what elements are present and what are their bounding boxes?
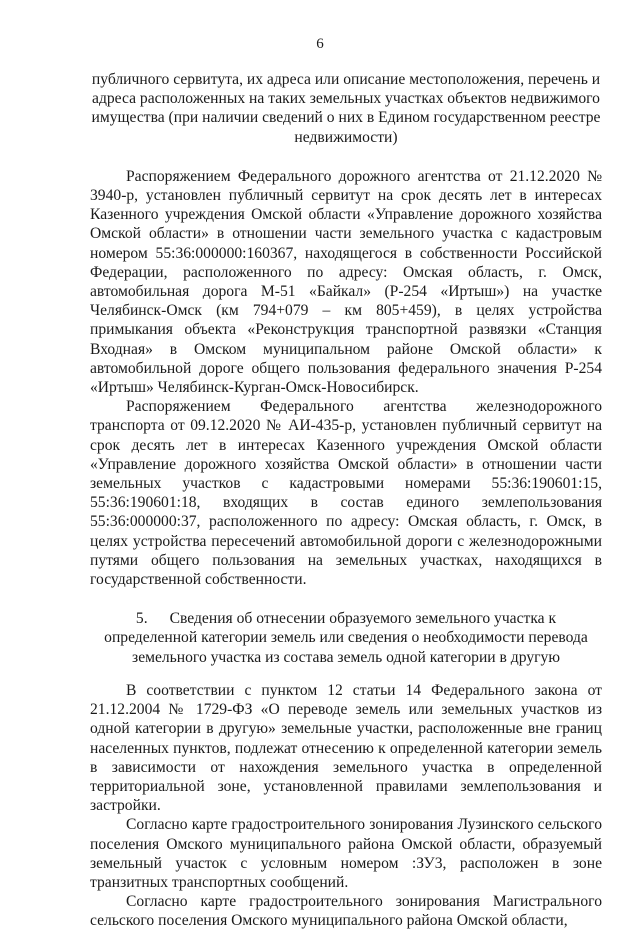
document-body xyxy=(90,70,602,931)
paragraph-magistralny-zoning: Согласно карте градостроительного зонирования Магистрального сельского поселения Омского муниципального района Омской области, xyxy=(90,893,602,930)
section-5-title: Сведения об отнесении образуемого земельного участка к определенной категории земель или сведения о необходимости перевода земельного участка из состава земель одной категории в другую xyxy=(104,610,588,666)
paragraph-easement-road: Распоряжением Федерального дорожного агентства от 21.12.2020 № 3940-р, установлен публичный сервитут на срок десять лет в интересах Казенного учреждения Омской области «Управление дорожного хозяйства Омской области» в отношении части земельного участка с кадастровым номером 55:36:000000:160367, находящегося в собственности Российской Федерации, расположенного по адресу: Омская область, г. Омск, автомобильная дорога М-51 «Байкал» (Р-254 «Иртыш») на участке Челябинск-Омск (км 794+079 – км 805+459), в целях устройства примыкания объекта «Реконструкция транспортной развязки «Станция Входная» в Омском муниципальном районе Омской области» к автомобильной дороге общего пользования федерального значения Р-254 «Иртыш» Челябинск-Курган-Омск-Новосибирск. xyxy=(90,167,602,397)
paragraph-easement-railway: Распоряжением Федерального агентства железнодорожного транспорта от 09.12.2020 № АИ-435-р, установлен публичный сервитут на срок десять лет в интересах Казенного учреждения Омской области «Управление дорожного хозяйства Омской области» в отношении части земельных участков с кадастровыми номерами 55:36:190601:15, 55:36:190601:18, входящих в состав единого землепользования 55:36:000000:37, расположенного по адресу: Омская область, г. Омск, в целях устройства пересечений автомобильной дороги с железнодорожными путями общего пользования на земельных участках, находящихся в государственной собственности. xyxy=(90,398,602,589)
paragraph-federal-law: В соответствии с пунктом 12 статьи 14 Федерального закона от 21.12.2004 № 1729-ФЗ «О переводе земель или земельных участков из одной категории в другую» земельные участки, расположенные вне границ населенных пунктов, подлежат отнесению к определенной категории земель в зависимости от нахождения земельного участка в определенной территориальной зоне, установленной правилами землепользования и застройки. xyxy=(90,681,602,815)
section-5-heading xyxy=(90,609,602,667)
section-5-number: 5. xyxy=(135,610,148,628)
page-number: 6 xyxy=(316,36,324,52)
intro-heading: публичного сервитута, их адреса или описание местоположения, перечень и адреса расположенных на таких земельных участках объектов недвижимого имущества (при наличии сведений о них в Едином государственном реестре недвижимости) xyxy=(91,71,601,146)
paragraph-luzinsky-zoning: Согласно карте градостроительного зонирования Лузинского сельского поселения Омского муниципального района Омской области, образуемый земельный участок с условным номером :ЗУ3, расположен в зоне транзитных транспортных сообщений. xyxy=(90,816,602,891)
